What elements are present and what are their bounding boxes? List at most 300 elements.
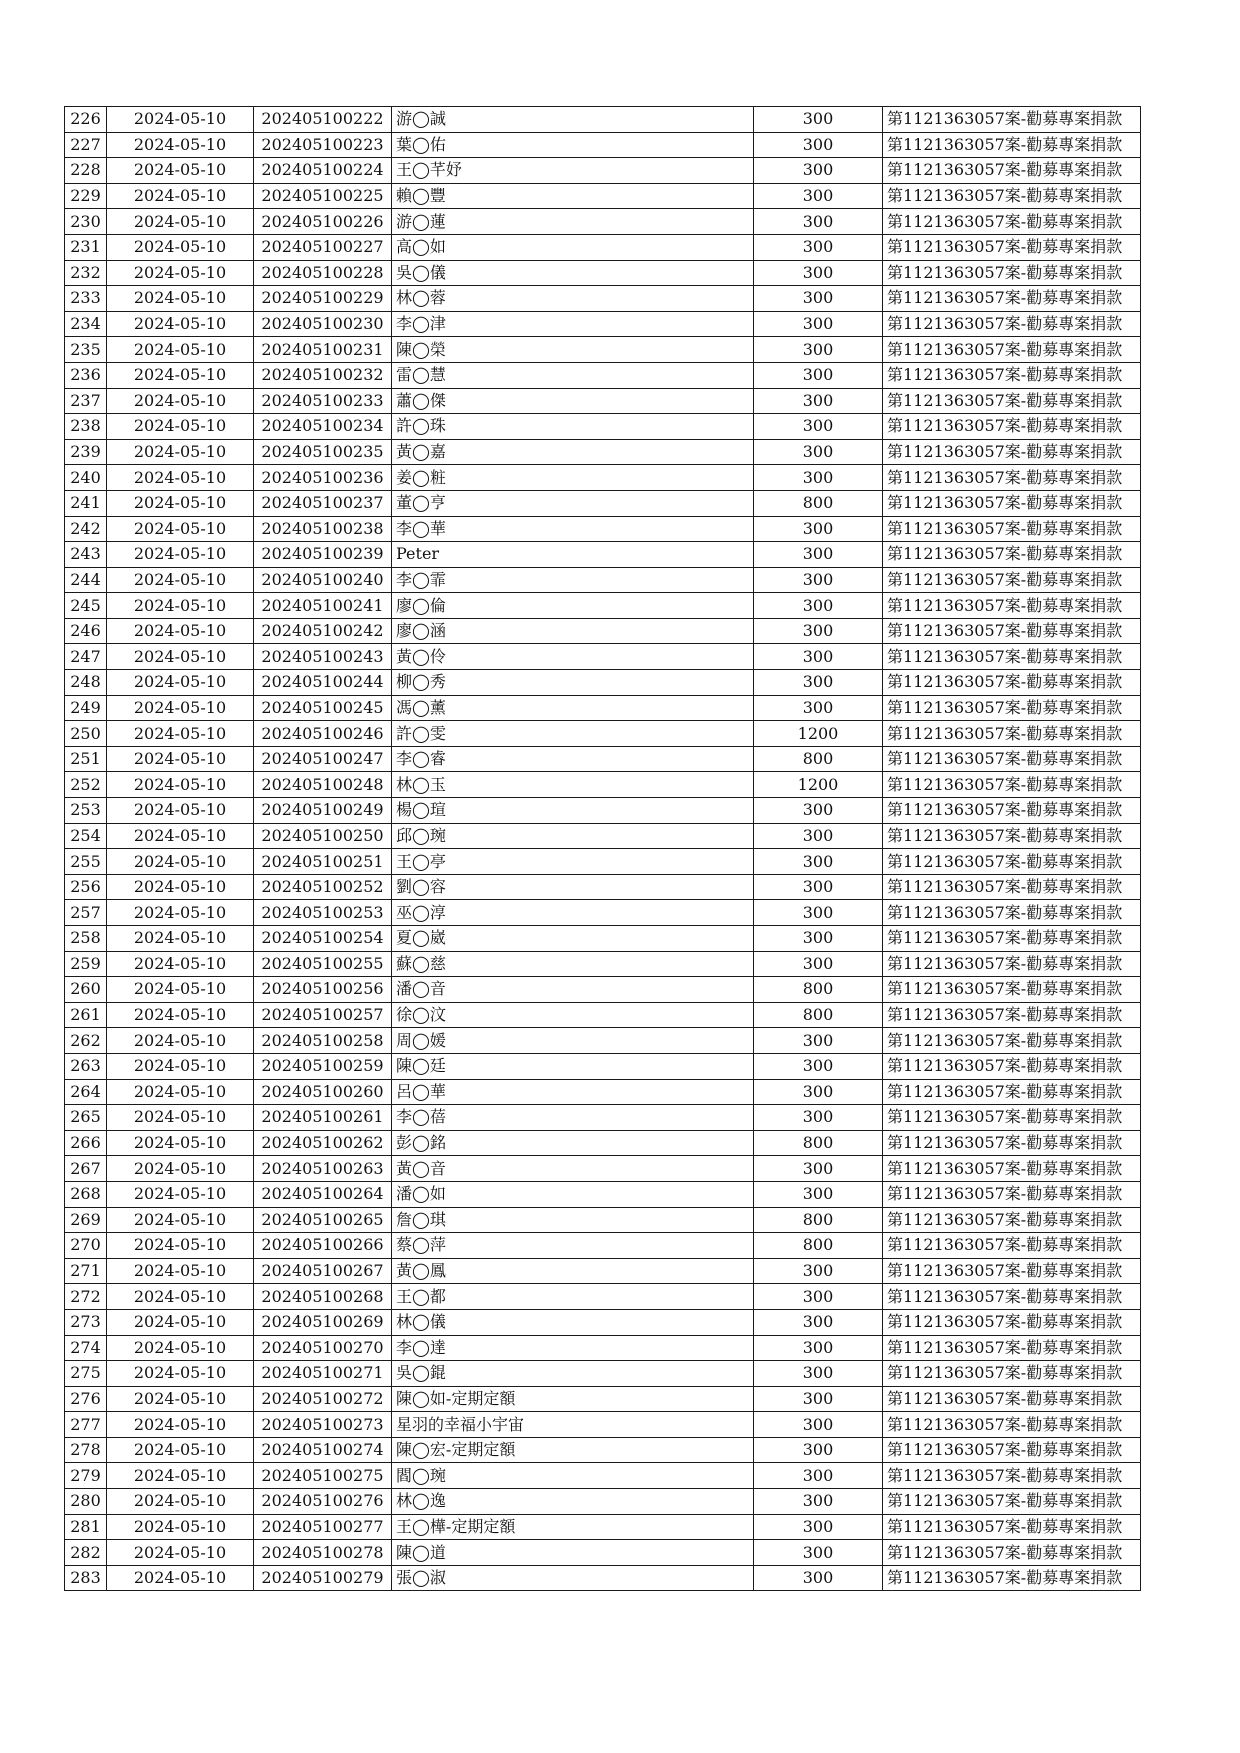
amount-cell: 300 xyxy=(754,1053,883,1079)
row-number-cell: 242 xyxy=(65,516,107,542)
amount-cell: 300 xyxy=(754,234,883,260)
table-row xyxy=(65,439,1141,465)
table-row xyxy=(65,516,1141,542)
donor-name-cell: 雷◯慧 xyxy=(392,362,754,388)
table-row xyxy=(65,1079,1141,1105)
amount-cell: 300 xyxy=(754,1309,883,1335)
receipt-number-cell: 202405100249 xyxy=(254,798,392,824)
date-cell: 2024-05-10 xyxy=(107,695,254,721)
receipt-number-cell: 202405100273 xyxy=(254,1412,392,1438)
receipt-number-cell: 202405100258 xyxy=(254,1028,392,1054)
receipt-number-cell: 202405100256 xyxy=(254,977,392,1003)
date-cell: 2024-05-10 xyxy=(107,362,254,388)
row-number-cell: 263 xyxy=(65,1053,107,1079)
date-cell: 2024-05-10 xyxy=(107,721,254,747)
purpose-cell: 第1121363057案-勸募專案捐款 xyxy=(883,1284,1141,1310)
purpose-cell: 第1121363057案-勸募專案捐款 xyxy=(883,439,1141,465)
row-number-cell: 245 xyxy=(65,593,107,619)
receipt-number-cell: 202405100271 xyxy=(254,1361,392,1387)
donor-name-cell: 柳◯秀 xyxy=(392,670,754,696)
amount-cell: 300 xyxy=(754,337,883,363)
table-row xyxy=(65,746,1141,772)
table-row xyxy=(65,849,1141,875)
amount-cell: 300 xyxy=(754,465,883,491)
date-cell: 2024-05-10 xyxy=(107,107,254,133)
purpose-cell: 第1121363057案-勸募專案捐款 xyxy=(883,593,1141,619)
amount-cell: 300 xyxy=(754,1540,883,1566)
row-number-cell: 260 xyxy=(65,977,107,1003)
receipt-number-cell: 202405100267 xyxy=(254,1258,392,1284)
date-cell: 2024-05-10 xyxy=(107,1489,254,1515)
table-row xyxy=(65,1233,1141,1259)
donor-name-cell: 游◯蓮 xyxy=(392,209,754,235)
row-number-cell: 252 xyxy=(65,772,107,798)
donor-name-cell: 林◯玉 xyxy=(392,772,754,798)
purpose-cell: 第1121363057案-勸募專案捐款 xyxy=(883,465,1141,491)
purpose-cell: 第1121363057案-勸募專案捐款 xyxy=(883,1156,1141,1182)
row-number-cell: 246 xyxy=(65,618,107,644)
row-number-cell: 275 xyxy=(65,1361,107,1387)
purpose-cell: 第1121363057案-勸募專案捐款 xyxy=(883,183,1141,209)
purpose-cell: 第1121363057案-勸募專案捐款 xyxy=(883,1233,1141,1259)
date-cell: 2024-05-10 xyxy=(107,158,254,184)
amount-cell: 300 xyxy=(754,1258,883,1284)
purpose-cell: 第1121363057案-勸募專案捐款 xyxy=(883,286,1141,312)
receipt-number-cell: 202405100247 xyxy=(254,746,392,772)
table-row xyxy=(65,721,1141,747)
donor-name-cell: 陳◯廷 xyxy=(392,1053,754,1079)
purpose-cell: 第1121363057案-勸募專案捐款 xyxy=(883,1053,1141,1079)
purpose-cell: 第1121363057案-勸募專案捐款 xyxy=(883,926,1141,952)
date-cell: 2024-05-10 xyxy=(107,1258,254,1284)
row-number-cell: 243 xyxy=(65,542,107,568)
purpose-cell: 第1121363057案-勸募專案捐款 xyxy=(883,260,1141,286)
date-cell: 2024-05-10 xyxy=(107,1053,254,1079)
donor-name-cell: 蔡◯萍 xyxy=(392,1233,754,1259)
receipt-number-cell: 202405100233 xyxy=(254,388,392,414)
receipt-number-cell: 202405100237 xyxy=(254,490,392,516)
row-number-cell: 251 xyxy=(65,746,107,772)
date-cell: 2024-05-10 xyxy=(107,798,254,824)
purpose-cell: 第1121363057案-勸募專案捐款 xyxy=(883,746,1141,772)
donor-name-cell: 陳◯宏-定期定額 xyxy=(392,1437,754,1463)
donor-name-cell: 星羽的幸福小宇宙 xyxy=(392,1412,754,1438)
table-row xyxy=(65,260,1141,286)
purpose-cell: 第1121363057案-勸募專案捐款 xyxy=(883,1412,1141,1438)
row-number-cell: 255 xyxy=(65,849,107,875)
purpose-cell: 第1121363057案-勸募專案捐款 xyxy=(883,542,1141,568)
purpose-cell: 第1121363057案-勸募專案捐款 xyxy=(883,1181,1141,1207)
purpose-cell: 第1121363057案-勸募專案捐款 xyxy=(883,1309,1141,1335)
row-number-cell: 257 xyxy=(65,900,107,926)
amount-cell: 300 xyxy=(754,1079,883,1105)
date-cell: 2024-05-10 xyxy=(107,951,254,977)
date-cell: 2024-05-10 xyxy=(107,644,254,670)
date-cell: 2024-05-10 xyxy=(107,1181,254,1207)
purpose-cell: 第1121363057案-勸募專案捐款 xyxy=(883,1489,1141,1515)
row-number-cell: 283 xyxy=(65,1565,107,1591)
purpose-cell: 第1121363057案-勸募專案捐款 xyxy=(883,107,1141,133)
receipt-number-cell: 202405100230 xyxy=(254,311,392,337)
purpose-cell: 第1121363057案-勸募專案捐款 xyxy=(883,1130,1141,1156)
receipt-number-cell: 202405100265 xyxy=(254,1207,392,1233)
date-cell: 2024-05-10 xyxy=(107,823,254,849)
table-row xyxy=(65,1386,1141,1412)
table-row xyxy=(65,618,1141,644)
donor-name-cell: 李◯達 xyxy=(392,1335,754,1361)
date-cell: 2024-05-10 xyxy=(107,1105,254,1131)
amount-cell: 300 xyxy=(754,951,883,977)
table-row xyxy=(65,567,1141,593)
receipt-number-cell: 202405100278 xyxy=(254,1540,392,1566)
purpose-cell: 第1121363057案-勸募專案捐款 xyxy=(883,695,1141,721)
amount-cell: 800 xyxy=(754,1002,883,1028)
receipt-number-cell: 202405100262 xyxy=(254,1130,392,1156)
row-number-cell: 272 xyxy=(65,1284,107,1310)
receipt-number-cell: 202405100239 xyxy=(254,542,392,568)
amount-cell: 800 xyxy=(754,746,883,772)
row-number-cell: 236 xyxy=(65,362,107,388)
purpose-cell: 第1121363057案-勸募專案捐款 xyxy=(883,1463,1141,1489)
date-cell: 2024-05-10 xyxy=(107,1386,254,1412)
receipt-number-cell: 202405100263 xyxy=(254,1156,392,1182)
amount-cell: 300 xyxy=(754,1463,883,1489)
date-cell: 2024-05-10 xyxy=(107,388,254,414)
donor-name-cell: 彭◯銘 xyxy=(392,1130,754,1156)
amount-cell: 300 xyxy=(754,798,883,824)
table-row xyxy=(65,1335,1141,1361)
amount-cell: 300 xyxy=(754,516,883,542)
amount-cell: 300 xyxy=(754,158,883,184)
purpose-cell: 第1121363057案-勸募專案捐款 xyxy=(883,311,1141,337)
amount-cell: 300 xyxy=(754,1361,883,1387)
receipt-number-cell: 202405100260 xyxy=(254,1079,392,1105)
donor-name-cell: 李◯蓓 xyxy=(392,1105,754,1131)
amount-cell: 300 xyxy=(754,900,883,926)
amount-cell: 300 xyxy=(754,260,883,286)
receipt-number-cell: 202405100241 xyxy=(254,593,392,619)
purpose-cell: 第1121363057案-勸募專案捐款 xyxy=(883,158,1141,184)
date-cell: 2024-05-10 xyxy=(107,1002,254,1028)
date-cell: 2024-05-10 xyxy=(107,1079,254,1105)
donor-name-cell: 廖◯倫 xyxy=(392,593,754,619)
donor-name-cell: 游◯誠 xyxy=(392,107,754,133)
receipt-number-cell: 202405100261 xyxy=(254,1105,392,1131)
date-cell: 2024-05-10 xyxy=(107,1412,254,1438)
donor-name-cell: 黃◯音 xyxy=(392,1156,754,1182)
receipt-number-cell: 202405100268 xyxy=(254,1284,392,1310)
date-cell: 2024-05-10 xyxy=(107,1540,254,1566)
receipt-number-cell: 202405100264 xyxy=(254,1181,392,1207)
amount-cell: 300 xyxy=(754,695,883,721)
row-number-cell: 237 xyxy=(65,388,107,414)
table-row xyxy=(65,286,1141,312)
amount-cell: 300 xyxy=(754,1105,883,1131)
receipt-number-cell: 202405100255 xyxy=(254,951,392,977)
date-cell: 2024-05-10 xyxy=(107,874,254,900)
table-row xyxy=(65,542,1141,568)
table-row xyxy=(65,107,1141,133)
table-row xyxy=(65,1489,1141,1515)
receipt-number-cell: 202405100243 xyxy=(254,644,392,670)
donor-name-cell: 呂◯華 xyxy=(392,1079,754,1105)
row-number-cell: 238 xyxy=(65,414,107,440)
table-row xyxy=(65,1437,1141,1463)
amount-cell: 800 xyxy=(754,1233,883,1259)
amount-cell: 300 xyxy=(754,132,883,158)
purpose-cell: 第1121363057案-勸募專案捐款 xyxy=(883,1386,1141,1412)
row-number-cell: 277 xyxy=(65,1412,107,1438)
amount-cell: 300 xyxy=(754,1514,883,1540)
receipt-number-cell: 202405100245 xyxy=(254,695,392,721)
date-cell: 2024-05-10 xyxy=(107,1207,254,1233)
date-cell: 2024-05-10 xyxy=(107,183,254,209)
table-row xyxy=(65,465,1141,491)
row-number-cell: 234 xyxy=(65,311,107,337)
amount-cell: 300 xyxy=(754,670,883,696)
amount-cell: 300 xyxy=(754,107,883,133)
amount-cell: 300 xyxy=(754,1284,883,1310)
amount-cell: 1200 xyxy=(754,721,883,747)
donor-name-cell: 林◯逸 xyxy=(392,1489,754,1515)
table-row xyxy=(65,1361,1141,1387)
amount-cell: 800 xyxy=(754,1130,883,1156)
donor-name-cell: 陳◯道 xyxy=(392,1540,754,1566)
donor-name-cell: 夏◯崴 xyxy=(392,926,754,952)
receipt-number-cell: 202405100266 xyxy=(254,1233,392,1259)
donor-name-cell: 馮◯薰 xyxy=(392,695,754,721)
amount-cell: 300 xyxy=(754,1181,883,1207)
donor-name-cell: 張◯淑 xyxy=(392,1565,754,1591)
row-number-cell: 269 xyxy=(65,1207,107,1233)
row-number-cell: 230 xyxy=(65,209,107,235)
purpose-cell: 第1121363057案-勸募專案捐款 xyxy=(883,234,1141,260)
receipt-number-cell: 202405100252 xyxy=(254,874,392,900)
date-cell: 2024-05-10 xyxy=(107,414,254,440)
donor-name-cell: 徐◯汶 xyxy=(392,1002,754,1028)
receipt-number-cell: 202405100227 xyxy=(254,234,392,260)
purpose-cell: 第1121363057案-勸募專案捐款 xyxy=(883,1437,1141,1463)
table-row xyxy=(65,1028,1141,1054)
purpose-cell: 第1121363057案-勸募專案捐款 xyxy=(883,721,1141,747)
donor-name-cell: 潘◯音 xyxy=(392,977,754,1003)
row-number-cell: 282 xyxy=(65,1540,107,1566)
receipt-number-cell: 202405100236 xyxy=(254,465,392,491)
amount-cell: 300 xyxy=(754,874,883,900)
receipt-number-cell: 202405100253 xyxy=(254,900,392,926)
date-cell: 2024-05-10 xyxy=(107,670,254,696)
purpose-cell: 第1121363057案-勸募專案捐款 xyxy=(883,567,1141,593)
table-row xyxy=(65,311,1141,337)
row-number-cell: 254 xyxy=(65,823,107,849)
table-row xyxy=(65,1053,1141,1079)
row-number-cell: 241 xyxy=(65,490,107,516)
row-number-cell: 273 xyxy=(65,1309,107,1335)
amount-cell: 300 xyxy=(754,1437,883,1463)
receipt-number-cell: 202405100270 xyxy=(254,1335,392,1361)
row-number-cell: 258 xyxy=(65,926,107,952)
table-row xyxy=(65,900,1141,926)
row-number-cell: 281 xyxy=(65,1514,107,1540)
donor-name-cell: 吳◯儀 xyxy=(392,260,754,286)
purpose-cell: 第1121363057案-勸募專案捐款 xyxy=(883,337,1141,363)
table-row xyxy=(65,1002,1141,1028)
donor-name-cell: 李◯睿 xyxy=(392,746,754,772)
purpose-cell: 第1121363057案-勸募專案捐款 xyxy=(883,516,1141,542)
receipt-number-cell: 202405100250 xyxy=(254,823,392,849)
donor-name-cell: 黃◯伶 xyxy=(392,644,754,670)
purpose-cell: 第1121363057案-勸募專案捐款 xyxy=(883,362,1141,388)
purpose-cell: 第1121363057案-勸募專案捐款 xyxy=(883,1361,1141,1387)
table-row xyxy=(65,772,1141,798)
date-cell: 2024-05-10 xyxy=(107,926,254,952)
amount-cell: 300 xyxy=(754,209,883,235)
date-cell: 2024-05-10 xyxy=(107,542,254,568)
receipt-number-cell: 202405100225 xyxy=(254,183,392,209)
purpose-cell: 第1121363057案-勸募專案捐款 xyxy=(883,798,1141,824)
amount-cell: 800 xyxy=(754,977,883,1003)
row-number-cell: 271 xyxy=(65,1258,107,1284)
row-number-cell: 240 xyxy=(65,465,107,491)
row-number-cell: 239 xyxy=(65,439,107,465)
purpose-cell: 第1121363057案-勸募專案捐款 xyxy=(883,900,1141,926)
row-number-cell: 278 xyxy=(65,1437,107,1463)
donor-name-cell: 潘◯如 xyxy=(392,1181,754,1207)
table-row xyxy=(65,874,1141,900)
receipt-number-cell: 202405100272 xyxy=(254,1386,392,1412)
row-number-cell: 262 xyxy=(65,1028,107,1054)
purpose-cell: 第1121363057案-勸募專案捐款 xyxy=(883,1335,1141,1361)
purpose-cell: 第1121363057案-勸募專案捐款 xyxy=(883,772,1141,798)
purpose-cell: 第1121363057案-勸募專案捐款 xyxy=(883,874,1141,900)
table-row xyxy=(65,1309,1141,1335)
receipt-number-cell: 202405100228 xyxy=(254,260,392,286)
receipt-number-cell: 202405100276 xyxy=(254,1489,392,1515)
row-number-cell: 249 xyxy=(65,695,107,721)
row-number-cell: 267 xyxy=(65,1156,107,1182)
row-number-cell: 274 xyxy=(65,1335,107,1361)
row-number-cell: 228 xyxy=(65,158,107,184)
row-number-cell: 247 xyxy=(65,644,107,670)
donor-name-cell: 王◯亭 xyxy=(392,849,754,875)
row-number-cell: 270 xyxy=(65,1233,107,1259)
purpose-cell: 第1121363057案-勸募專案捐款 xyxy=(883,670,1141,696)
table-row xyxy=(65,798,1141,824)
donor-name-cell: Peter xyxy=(392,542,754,568)
purpose-cell: 第1121363057案-勸募專案捐款 xyxy=(883,132,1141,158)
receipt-number-cell: 202405100254 xyxy=(254,926,392,952)
row-number-cell: 233 xyxy=(65,286,107,312)
row-number-cell: 226 xyxy=(65,107,107,133)
donor-name-cell: 董◯亨 xyxy=(392,490,754,516)
row-number-cell: 253 xyxy=(65,798,107,824)
donor-name-cell: 葉◯佑 xyxy=(392,132,754,158)
date-cell: 2024-05-10 xyxy=(107,1309,254,1335)
receipt-number-cell: 202405100257 xyxy=(254,1002,392,1028)
donor-name-cell: 李◯華 xyxy=(392,516,754,542)
receipt-number-cell: 202405100275 xyxy=(254,1463,392,1489)
donor-name-cell: 陳◯如-定期定額 xyxy=(392,1386,754,1412)
amount-cell: 800 xyxy=(754,1207,883,1233)
date-cell: 2024-05-10 xyxy=(107,209,254,235)
amount-cell: 300 xyxy=(754,823,883,849)
date-cell: 2024-05-10 xyxy=(107,490,254,516)
amount-cell: 300 xyxy=(754,388,883,414)
donor-name-cell: 黃◯鳳 xyxy=(392,1258,754,1284)
date-cell: 2024-05-10 xyxy=(107,1028,254,1054)
row-number-cell: 280 xyxy=(65,1489,107,1515)
table-row xyxy=(65,1463,1141,1489)
donor-name-cell: 蘇◯慈 xyxy=(392,951,754,977)
purpose-cell: 第1121363057案-勸募專案捐款 xyxy=(883,1258,1141,1284)
amount-cell: 1200 xyxy=(754,772,883,798)
receipt-number-cell: 202405100240 xyxy=(254,567,392,593)
row-number-cell: 276 xyxy=(65,1386,107,1412)
row-number-cell: 250 xyxy=(65,721,107,747)
donor-name-cell: 閻◯琬 xyxy=(392,1463,754,1489)
purpose-cell: 第1121363057案-勸募專案捐款 xyxy=(883,209,1141,235)
table-row xyxy=(65,337,1141,363)
donor-name-cell: 黃◯嘉 xyxy=(392,439,754,465)
date-cell: 2024-05-10 xyxy=(107,439,254,465)
date-cell: 2024-05-10 xyxy=(107,516,254,542)
donor-name-cell: 蕭◯傑 xyxy=(392,388,754,414)
row-number-cell: 244 xyxy=(65,567,107,593)
date-cell: 2024-05-10 xyxy=(107,1514,254,1540)
amount-cell: 300 xyxy=(754,1028,883,1054)
receipt-number-cell: 202405100222 xyxy=(254,107,392,133)
donor-name-cell: 詹◯琪 xyxy=(392,1207,754,1233)
table-row xyxy=(65,183,1141,209)
receipt-number-cell: 202405100277 xyxy=(254,1514,392,1540)
receipt-number-cell: 202405100246 xyxy=(254,721,392,747)
date-cell: 2024-05-10 xyxy=(107,234,254,260)
receipt-number-cell: 202405100223 xyxy=(254,132,392,158)
purpose-cell: 第1121363057案-勸募專案捐款 xyxy=(883,1105,1141,1131)
table-row xyxy=(65,414,1141,440)
purpose-cell: 第1121363057案-勸募專案捐款 xyxy=(883,1540,1141,1566)
amount-cell: 300 xyxy=(754,183,883,209)
amount-cell: 300 xyxy=(754,1156,883,1182)
donor-name-cell: 巫◯淳 xyxy=(392,900,754,926)
amount-cell: 800 xyxy=(754,490,883,516)
table-row xyxy=(65,593,1141,619)
table-row xyxy=(65,926,1141,952)
amount-cell: 300 xyxy=(754,439,883,465)
table-row xyxy=(65,1540,1141,1566)
table-row xyxy=(65,951,1141,977)
donor-name-cell: 許◯雯 xyxy=(392,721,754,747)
receipt-number-cell: 202405100251 xyxy=(254,849,392,875)
date-cell: 2024-05-10 xyxy=(107,618,254,644)
receipt-number-cell: 202405100234 xyxy=(254,414,392,440)
purpose-cell: 第1121363057案-勸募專案捐款 xyxy=(883,1514,1141,1540)
table-row xyxy=(65,1258,1141,1284)
row-number-cell: 248 xyxy=(65,670,107,696)
date-cell: 2024-05-10 xyxy=(107,1565,254,1591)
receipt-number-cell: 202405100235 xyxy=(254,439,392,465)
table-row xyxy=(65,388,1141,414)
receipt-number-cell: 202405100226 xyxy=(254,209,392,235)
purpose-cell: 第1121363057案-勸募專案捐款 xyxy=(883,1565,1141,1591)
amount-cell: 300 xyxy=(754,414,883,440)
row-number-cell: 268 xyxy=(65,1181,107,1207)
donor-name-cell: 林◯儀 xyxy=(392,1309,754,1335)
receipt-number-cell: 202405100248 xyxy=(254,772,392,798)
table-row xyxy=(65,1207,1141,1233)
amount-cell: 300 xyxy=(754,926,883,952)
date-cell: 2024-05-10 xyxy=(107,849,254,875)
